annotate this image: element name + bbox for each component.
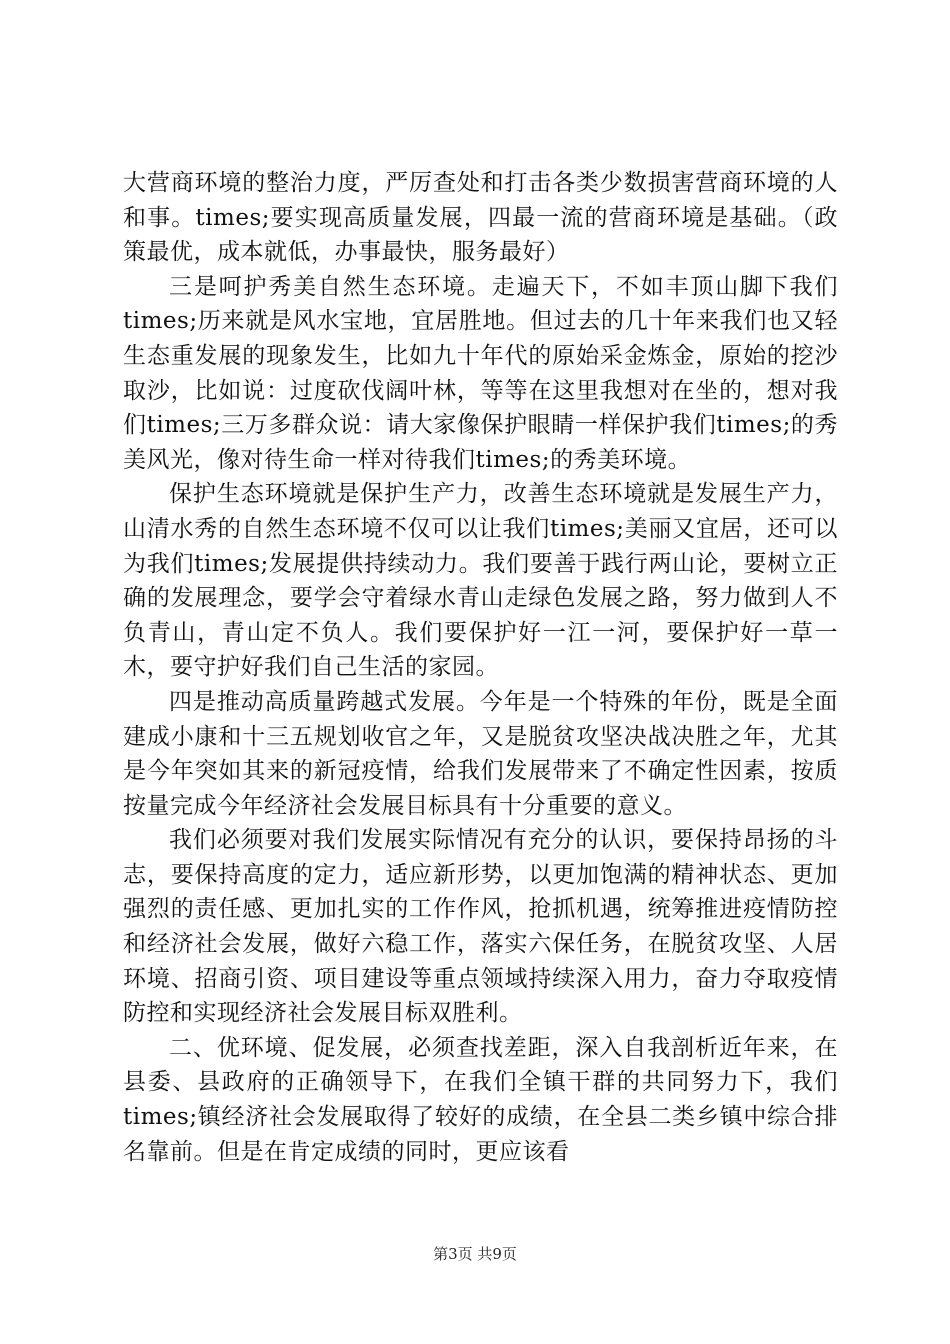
paragraph-section-two: 二、优环境、促发展，必须查找差距，深入自我剖析近年来，在县委、县政府的正确领导下，在我们全镇干群的共同努力下，我们times;镇经济社会发展取得了较好的成绩，在全县二类乡镇中综合排名靠前。但是在肯定成绩的同时，更应该看 — [123, 1034, 838, 1165]
paragraph-ecology: 三是呵护秀美自然生态环境。走遍天下，不如丰顶山脚下我们times;历来就是风水宝地，宜居胜地。但过去的几十年来我们也又轻生态重发展的现象发生，比如九十年代的原始采金炼金，原始的挖沙取沙，比如说：过度砍伐阔叶林，等等在这里我想对在坐的，想对我们times;三万多群众说：请大家像保护眼睛一样保护我们times;的秀美风光，像对待生命一样对待我们times;的秀美环境。 — [123, 273, 838, 473]
paragraph-continued: 大营商环境的整治力度，严厉查处和打击各类少数损害营商环境的人和事。times;要实现高质量发展，四最一流的营商环境是基础。（政策最优，成本就低，办事最快，服务最好） — [123, 170, 838, 266]
page-number-footer: 第3页 共9页 — [433, 1245, 517, 1263]
paragraph-productivity: 保护生态环境就是保护生产力，改善生态环境就是发展生产力，山清水秀的自然生态环境不仅可以让我们times;美丽又宜居，还可以为我们times;发展提供持续动力。我们要善于践行两山论，要树立正确的发展理念，要学会守着绿水青山走绿色发展之路，努力做到人不负青山，青山定不负人。我们要保护好一江一河，要保护好一草一木，要守护好我们自己生活的家园。 — [123, 481, 838, 681]
paragraph-development: 四是推动高质量跨越式发展。今年是一个特殊的年份，既是全面建成小康和十三五规划收官之年，又是脱贫攻坚决战决胜之年，尤其是今年突如其来的新冠疫情，给我们发展带来了不确定性因素，按质按量完成今年经济社会发展目标具有十分重要的意义。 — [123, 688, 838, 819]
document-body — [123, 166, 838, 1169]
paragraph-situation: 我们必须要对我们发展实际情况有充分的认识，要保持昂扬的斗志，要保持高度的定力，适应新形势，以更加饱满的精神状态、更加强烈的责任感、更加扎实的工作作风，抢抓机遇，统筹推进疫情防控和经济社会发展，做好六稳工作，落实六保任务，在脱贫攻坚、人居环境、招商引资、项目建设等重点领域持续深入用力，奋力夺取疫情防控和实现经济社会发展目标双胜利。 — [123, 827, 838, 1027]
